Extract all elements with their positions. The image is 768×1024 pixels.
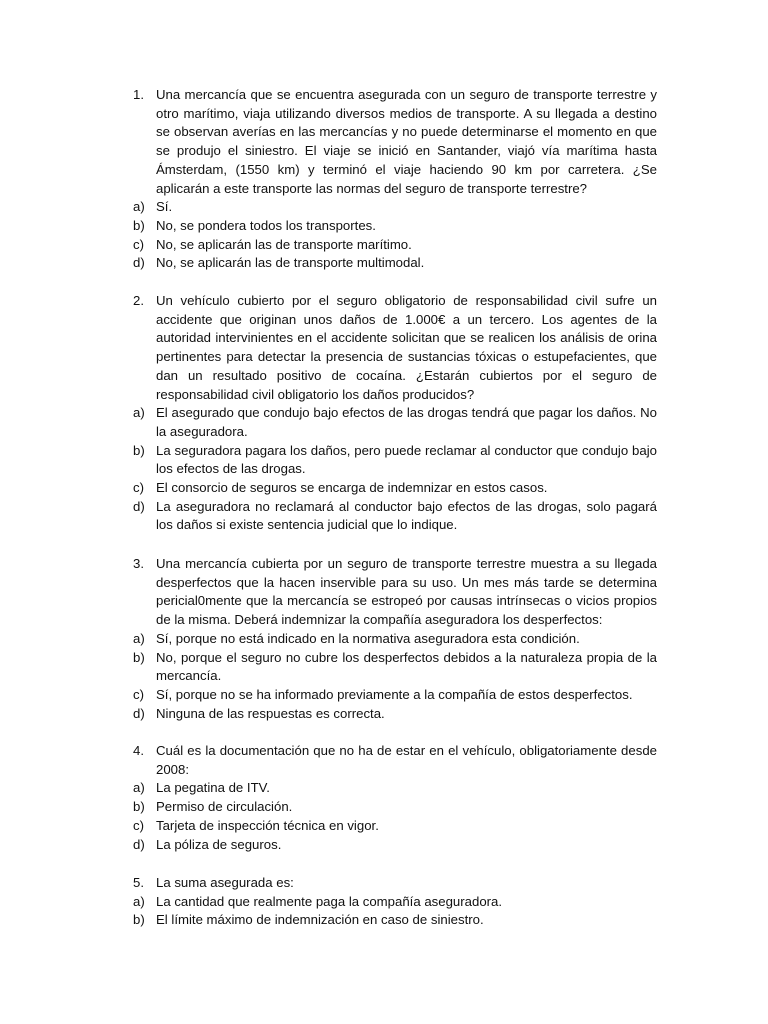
option-letter: b) [133, 217, 145, 233]
option-letter: a) [133, 405, 145, 421]
option-letter: a) [133, 893, 145, 909]
option-letter: b) [133, 912, 145, 928]
option-letter: a) [133, 630, 145, 646]
option-letter: d) [133, 498, 145, 514]
option-text: Sí, porque no está indicado en la normativa aseguradora esta condición. [156, 630, 580, 646]
option [133, 254, 657, 273]
option [133, 217, 657, 236]
option [133, 630, 657, 649]
question-2 [133, 292, 657, 535]
option [133, 798, 657, 817]
option-text: El consorcio de seguros se encarga de indemnizar en estos casos. [156, 480, 548, 496]
option-letter: a) [133, 199, 145, 215]
question-text: La suma asegurada es: [156, 875, 294, 890]
question-text: Una mercancía que se encuentra asegurada con un seguro de transporte terrestre y otro marítimo, viaja utilizando diversos medios de transporte. A su llegada a destino se observan averías en las mercancías y no puede determinarse el momento en que se produjo el siniestro. El viaje se inició en Santander, viajó vía marítima hasta Ámsterdam, (1550 km) y terminó el viaje haciendo 90 km por carretera. ¿Se aplicarán a este transporte las normas del seguro de transporte terrestre? [156, 87, 657, 196]
question-5 [133, 874, 657, 930]
question-number: 4. [133, 743, 144, 758]
option-letter: a) [133, 780, 145, 796]
option-letter: c) [133, 480, 144, 496]
option [133, 649, 657, 686]
option [133, 911, 657, 930]
option-text: El límite máximo de indemnización en caso de siniestro. [156, 912, 484, 928]
option-text: La póliza de seguros. [156, 836, 282, 852]
option-text: La cantidad que realmente paga la compañía aseguradora. [156, 893, 503, 909]
option [133, 236, 657, 255]
option-text: Permiso de circulación. [156, 799, 293, 815]
option [133, 836, 657, 855]
option-letter: b) [133, 442, 145, 458]
option-letter: b) [133, 799, 145, 815]
question-number: 5. [133, 875, 144, 890]
option [133, 705, 657, 724]
option [133, 404, 657, 441]
question-number: 1. [133, 87, 144, 102]
option-letter: c) [133, 236, 144, 252]
option [133, 779, 657, 798]
question-text: Un vehículo cubierto por el seguro obligatorio de responsabilidad civil sufre un accidente que originan unos daños de 1.000€ a un tercero. Los agentes de la autoridad intervinientes en el accidente solicitan que se realicen los análisis de orina pertinentes para detectar la presencia de sustancias tóxicas o estupefacientes, que dan un resultado positivo de cocaína. ¿Estarán cubiertos por el seguro de responsabilidad civil obligatorio los daños producidos? [156, 293, 657, 402]
option-text: La pegatina de ITV. [156, 780, 270, 796]
option-letter: b) [133, 649, 145, 665]
question-number: 2. [133, 293, 144, 308]
question-1 [133, 86, 657, 273]
option-text: La aseguradora no reclamará al conductor bajo efectos de las drogas, solo pagará los daños si existe sentencia judicial que lo indique. [156, 498, 657, 533]
option-text: No, se pondera todos los transportes. [156, 217, 376, 233]
option-letter: c) [133, 686, 144, 702]
option-text: El asegurado que condujo bajo efectos de las drogas tendrá que pagar los daños. No la aseguradora. [156, 405, 657, 439]
option-text: No, se aplicarán las de transporte multimodal. [156, 255, 425, 271]
option [133, 498, 657, 535]
option-text: Sí. [156, 199, 173, 215]
option-letter: c) [133, 817, 144, 833]
option [133, 198, 657, 217]
question-text: Una mercancía cubierta por un seguro de transporte terrestre muestra a su llegada desperfectos que la hacen inservible para su uso. Un mes más tarde se determina pericial0mente que la mercancía se estropeó por causas intrínsecas o vicios propios de la misma. Deberá indemnizar la compañía aseguradora los desperfectos: [156, 556, 657, 628]
option [133, 442, 657, 479]
question-number: 3. [133, 556, 144, 571]
option-text: Ninguna de las respuestas es correcta. [156, 705, 385, 721]
option [133, 686, 657, 705]
option-letter: d) [133, 705, 145, 721]
option-text: No, se aplicarán las de transporte marítimo. [156, 236, 412, 252]
question-text: Cuál es la documentación que no ha de estar en el vehículo, obligatoriamente desde 2008: [156, 743, 657, 777]
option-text: No, porque el seguro no cubre los desperfectos debidos a la naturaleza propia de la mercancía. [156, 649, 657, 684]
question-4 [133, 742, 657, 854]
option-text: Tarjeta de inspección técnica en vigor. [156, 817, 379, 833]
option [133, 817, 657, 836]
option [133, 893, 657, 912]
option-text: Sí, porque no se ha informado previamente a la compañía de estos desperfectos. [156, 686, 633, 702]
option-text: La seguradora pagara los daños, pero puede reclamar al conductor que condujo bajo los efectos de las drogas. [156, 442, 657, 477]
question-3 [133, 555, 657, 723]
option-letter: d) [133, 836, 145, 852]
option-letter: d) [133, 255, 145, 271]
option [133, 479, 657, 498]
